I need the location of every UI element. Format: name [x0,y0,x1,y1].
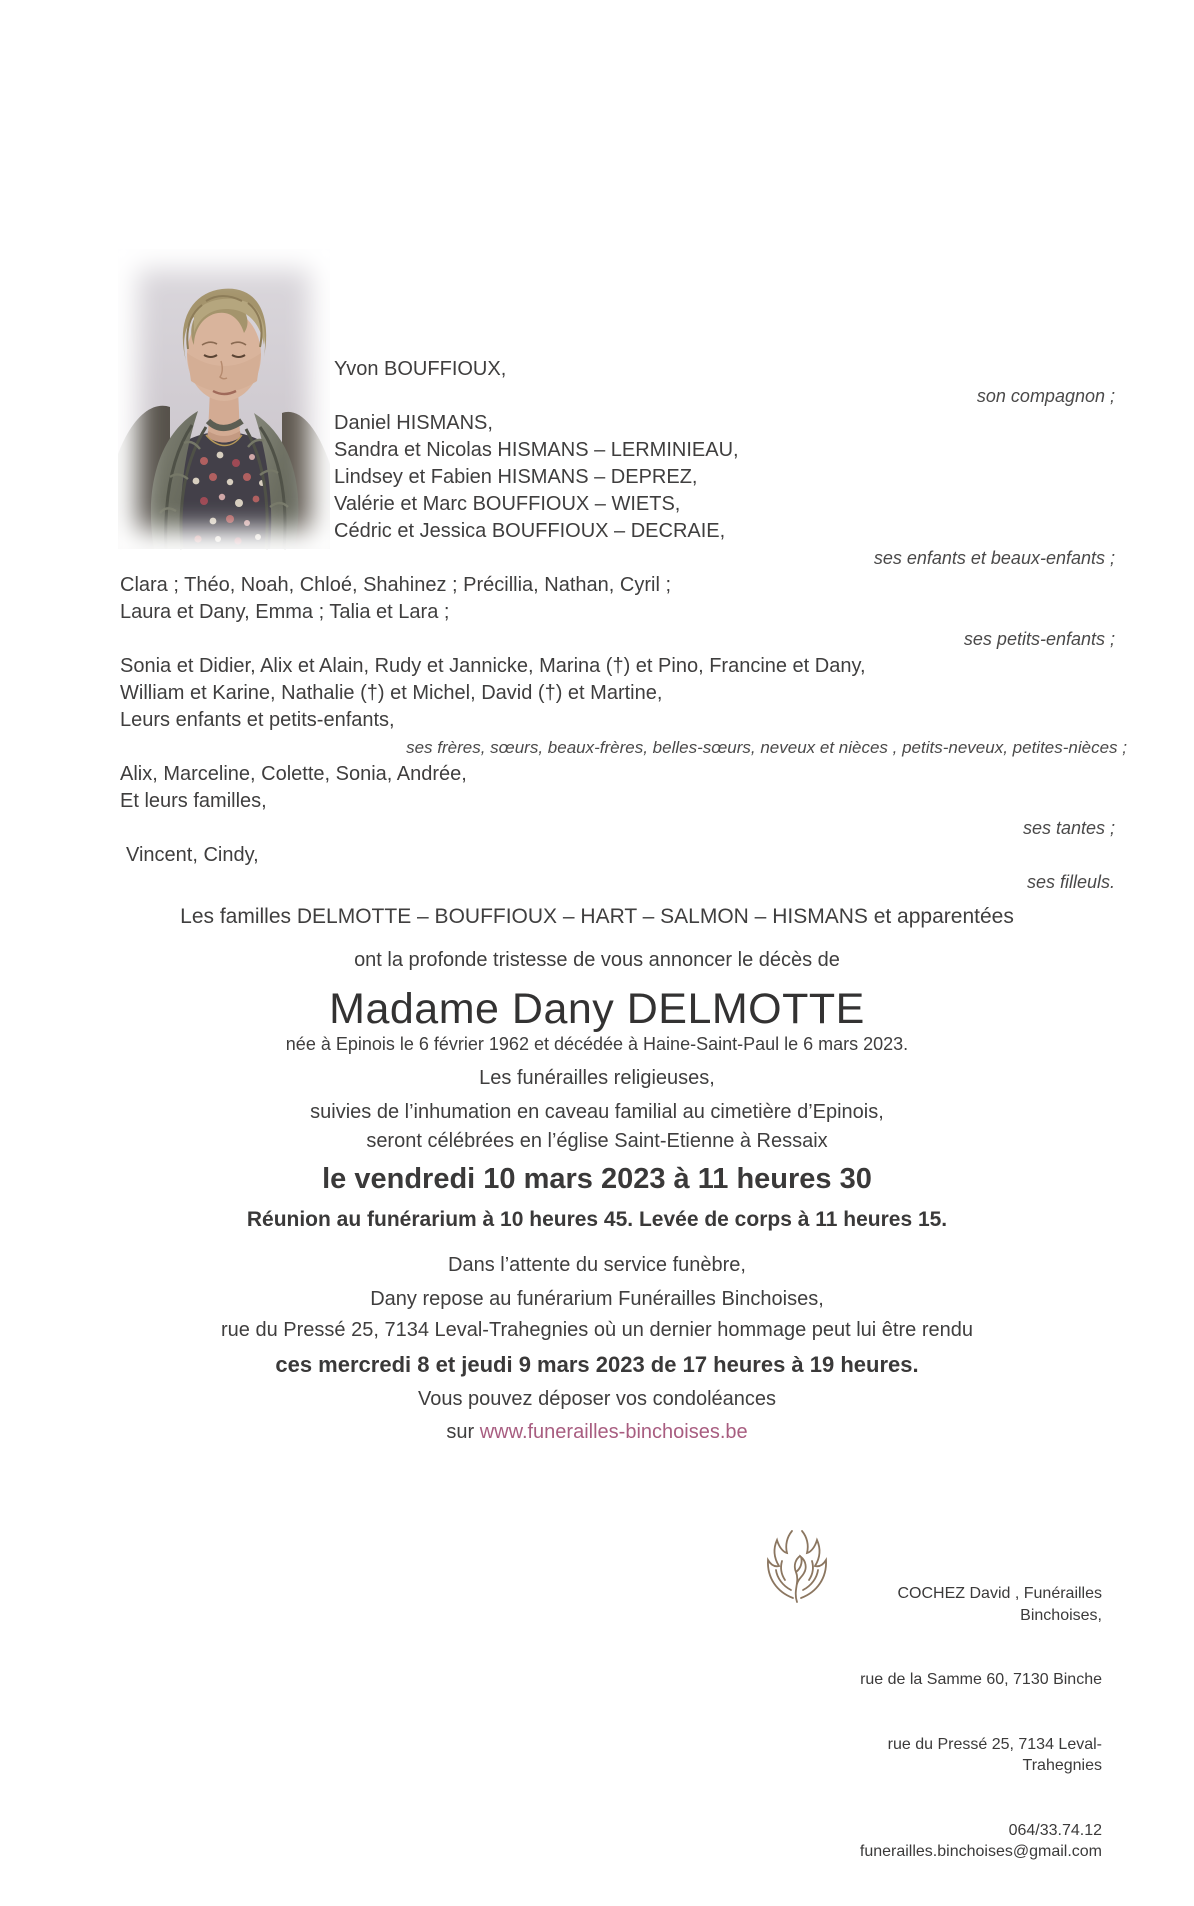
condolences-line: Vous pouvez déposer vos condoléances [417,1388,777,1410]
visitation-line: rue du Pressé 25, 7134 Leval-Trahegnies où un dernier hommage peut lui être rendu [221,1319,973,1341]
contact-line: COCHEZ David , Funérailles Binchoises, [897,1585,1107,1624]
mourner-line: Daniel HISMANS, [334,412,493,434]
mourner-line: Valérie et Marc BOUFFIOUX – WIETS, [334,493,681,515]
contact-line: rue de la Samme 60, 7130 Binche [860,1671,1102,1688]
mourner-line: Clara ; Théo, Noah, Chloé, Shahinez ; Précillia, Nathan, Cyril ; [120,574,672,596]
mourner-line: Et leurs familles, [120,790,267,812]
families-line: Les familles DELMOTTE – BOUFFIOUX – HART – SALMON – HISMANS et apparentées [180,905,1014,928]
mourner-line: Vincent, Cindy, [126,844,259,866]
website-line [0,1420,1194,1444]
funeral-home-footer [756,1528,1116,1906]
contact-line-phone-email: 064/33.74.12 funerailles.binchoises@gmail.com [859,1821,1116,1860]
contact-line: rue du Pressé 25, 7134 Leval-Trahegnies [887,1735,1102,1774]
announcement-intro: ont la profonde tristesse de vous annoncer le décès de [354,949,840,971]
mourner-line: Laura et Dany, Emma ; Talia et Lara ; [120,601,450,623]
mourner-line: William et Karine, Nathalie (†) et Michel, David (†) et Martine, [120,682,663,704]
relation-label: ses enfants et beaux-enfants ; [873,548,1115,568]
mourner-line: Sonia et Didier, Alix et Alain, Rudy et Jannicke, Marina (†) et Pino, Francine et Dany, [120,655,866,677]
life-dates: née à Epinois le 6 février 1962 et décédée à Haine-Saint-Paul le 6 mars 2023. [285,1034,909,1054]
relation-label: ses petits-enfants ; [963,629,1115,649]
mourner-line: Sandra et Nicolas HISMANS – LERMINIEAU, [334,439,739,461]
visitation-schedule: ces mercredi 8 et jeudi 9 mars 2023 de 17 heures à 19 heures. [275,1352,919,1377]
relation-label: ses filleuls. [1026,872,1115,892]
phoenix-bird-logo-icon [756,1528,838,1612]
relation-label: ses tantes ; [1022,818,1115,838]
website-prefix: sur [446,1421,475,1443]
mourners-beside-photo [334,356,1115,572]
visitation-section [0,1253,1194,1444]
funeral-home-contact [848,1540,1116,1906]
mourner-line: Leurs enfants et petits-enfants, [120,709,395,731]
relation-label: ses frères, sœurs, beaux-frères, belles-sœurs, neveux et nièces , petits-neveux, petites-nièces ; [406,738,1127,757]
mourner-line: Yvon BOUFFIOUX, [334,358,507,380]
website-link[interactable]: www.funerailles-binchoises.be [479,1421,748,1443]
visitation-line: Dany repose au funérarium Funérailles Binchoises, [370,1288,824,1310]
mourners-section [120,356,1127,896]
ceremony-line: seront célébrées en l’église Saint-Etienne à Ressaix [366,1130,828,1152]
ceremony-logistics: Réunion au funérarium à 10 heures 45. Levée de corps à 11 heures 15. [246,1208,948,1231]
mourner-line: Lindsey et Fabien HISMANS – DEPREZ, [334,466,698,488]
visitation-line: Dans l’attente du service funèbre, [448,1254,746,1276]
mourner-line: Cédric et Jessica BOUFFIOUX – DECRAIE, [334,520,726,542]
announcement-section [0,904,1194,1055]
ceremony-section [0,1066,1194,1233]
ceremony-datetime: le vendredi 10 mars 2023 à 11 heures 30 [322,1163,872,1195]
relation-label: son compagnon ; [976,386,1115,406]
deceased-name: Madame Dany DELMOTTE [329,985,865,1033]
ceremony-line: Les funérailles religieuses, [479,1067,715,1089]
mourner-line: Alix, Marceline, Colette, Sonia, Andrée, [120,763,467,785]
ceremony-line: suivies de l’inhumation en caveau familial au cimetière d’Epinois, [310,1101,884,1123]
